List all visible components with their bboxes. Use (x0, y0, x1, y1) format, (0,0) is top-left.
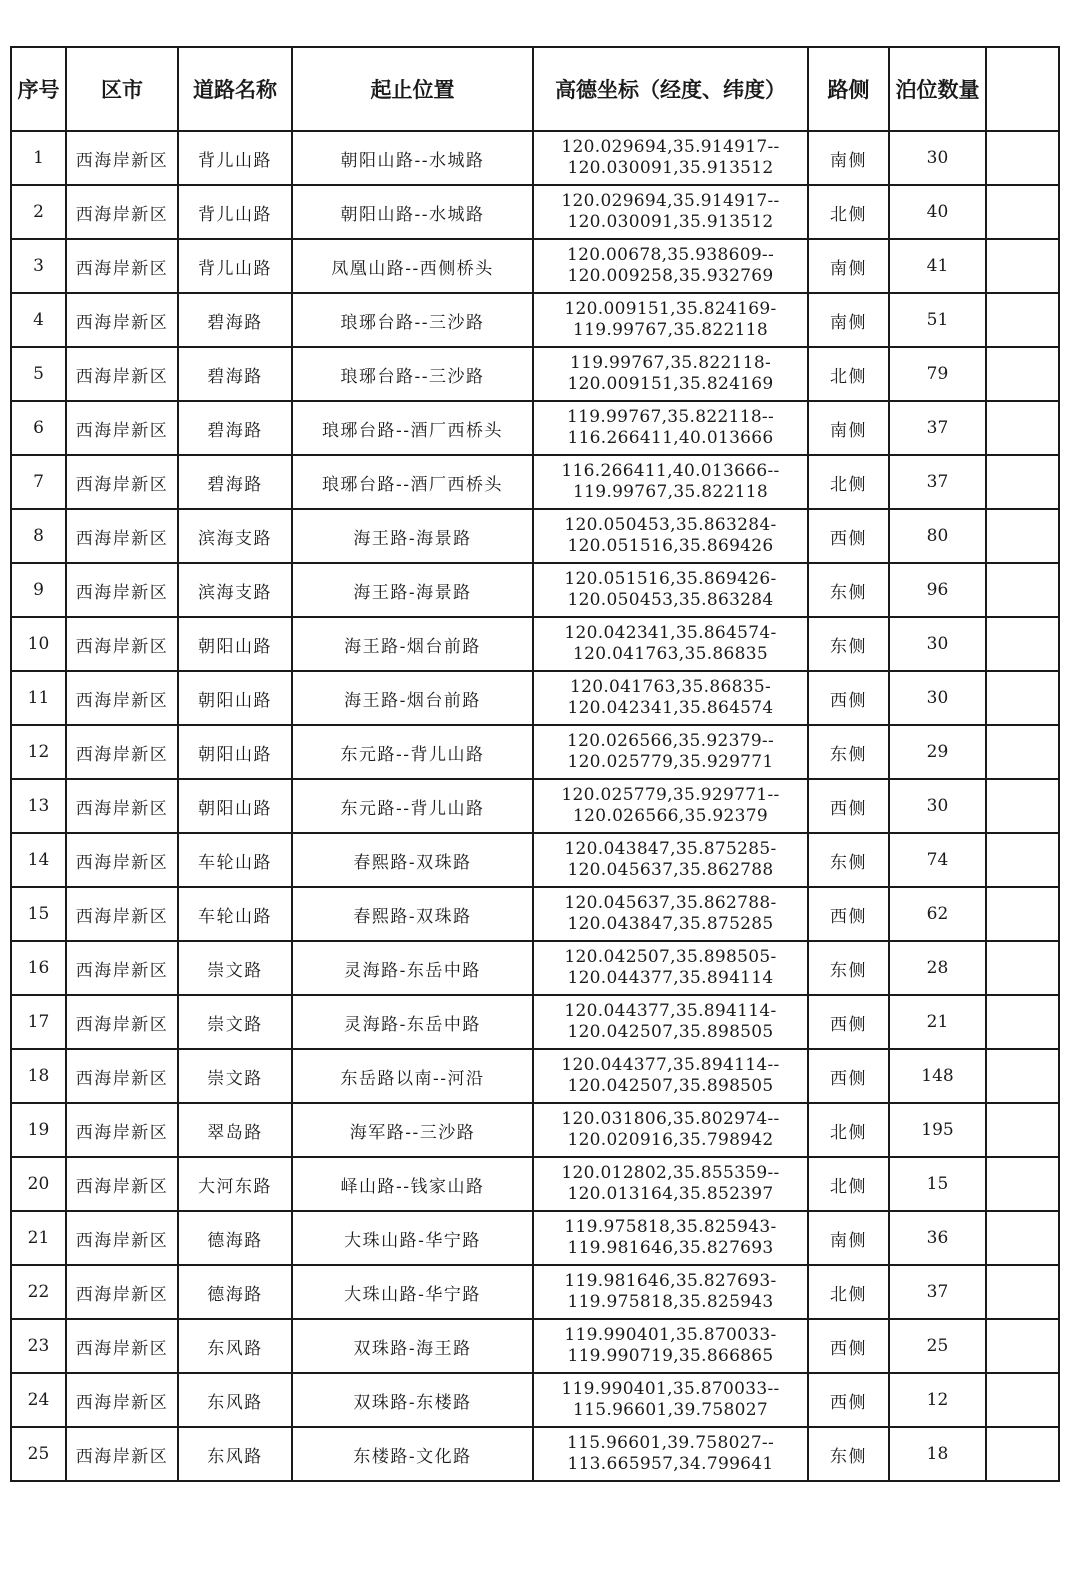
coord-end: 120.025779,35.929771 (567, 752, 774, 772)
row-district: 西海岸新区 (66, 1103, 178, 1157)
row-count: 148 (889, 1049, 986, 1103)
row-district: 西海岸新区 (66, 1265, 178, 1319)
coord-start: 119.99767,35.822118- (569, 353, 771, 373)
row-range: 海王路-烟台前路 (292, 617, 533, 671)
coord-start: 120.009151,35.824169- (564, 299, 777, 319)
coord-end: 120.009258,35.932769 (567, 266, 774, 286)
row-count: 30 (889, 779, 986, 833)
row-no: 13 (11, 779, 66, 833)
row-range: 灵海路-东岳中路 (292, 941, 533, 995)
row-side: 西侧 (808, 887, 889, 941)
coord-end: 120.030091,35.913512 (567, 212, 774, 232)
row-extra (986, 293, 1059, 347)
row-coords (533, 509, 808, 563)
parking-table (10, 46, 1060, 1482)
row-coords (533, 833, 808, 887)
table-row (11, 1049, 1059, 1103)
row-side: 西侧 (808, 671, 889, 725)
row-district: 西海岸新区 (66, 1211, 178, 1265)
row-district: 西海岸新区 (66, 347, 178, 401)
coord-start: 120.044377,35.894114-- (561, 1055, 780, 1075)
row-coords (533, 887, 808, 941)
coord-start: 120.051516,35.869426- (564, 569, 777, 589)
row-district: 西海岸新区 (66, 1373, 178, 1427)
row-side: 东侧 (808, 1427, 889, 1481)
row-side: 东侧 (808, 725, 889, 779)
row-no: 18 (11, 1049, 66, 1103)
row-coords (533, 1157, 808, 1211)
row-district: 西海岸新区 (66, 1319, 178, 1373)
row-range: 东岳路以南--河沿 (292, 1049, 533, 1103)
row-extra (986, 1427, 1059, 1481)
row-district: 西海岸新区 (66, 1157, 178, 1211)
row-road: 崇文路 (178, 941, 292, 995)
table-row (11, 185, 1059, 239)
row-range: 春熙路-双珠路 (292, 833, 533, 887)
row-range: 海王路-海景路 (292, 509, 533, 563)
row-extra (986, 563, 1059, 617)
row-side: 西侧 (808, 779, 889, 833)
row-no: 23 (11, 1319, 66, 1373)
row-coords (533, 779, 808, 833)
row-coords (533, 293, 808, 347)
table-row (11, 239, 1059, 293)
row-no: 16 (11, 941, 66, 995)
header-count: 泊位数量 (889, 47, 986, 131)
header-row (11, 47, 1059, 131)
row-count: 30 (889, 131, 986, 185)
row-extra (986, 887, 1059, 941)
row-side: 北侧 (808, 347, 889, 401)
coord-end: 120.044377,35.894114 (567, 968, 774, 988)
row-road: 德海路 (178, 1211, 292, 1265)
coord-end: 120.009151,35.824169 (567, 374, 774, 394)
coord-end: 113.665957,34.799641 (567, 1454, 774, 1474)
coord-end: 120.020916,35.798942 (567, 1130, 774, 1150)
table-row (11, 131, 1059, 185)
row-extra (986, 617, 1059, 671)
row-district: 西海岸新区 (66, 617, 178, 671)
row-extra (986, 833, 1059, 887)
row-road: 翠岛路 (178, 1103, 292, 1157)
row-extra (986, 131, 1059, 185)
row-no: 20 (11, 1157, 66, 1211)
row-count: 12 (889, 1373, 986, 1427)
row-district: 西海岸新区 (66, 1049, 178, 1103)
row-no: 24 (11, 1373, 66, 1427)
row-range: 春熙路-双珠路 (292, 887, 533, 941)
row-district: 西海岸新区 (66, 725, 178, 779)
coord-start: 120.026566,35.92379-- (566, 731, 775, 751)
row-district: 西海岸新区 (66, 185, 178, 239)
coord-start: 119.975818,35.825943- (564, 1217, 777, 1237)
coord-start: 120.043847,35.875285- (564, 839, 777, 859)
row-road: 崇文路 (178, 995, 292, 1049)
row-no: 3 (11, 239, 66, 293)
row-side: 西侧 (808, 509, 889, 563)
table-row (11, 1265, 1059, 1319)
row-district: 西海岸新区 (66, 833, 178, 887)
row-range: 双珠路-海王路 (292, 1319, 533, 1373)
row-road: 碧海路 (178, 401, 292, 455)
row-road: 碧海路 (178, 347, 292, 401)
coord-end: 119.981646,35.827693 (567, 1238, 774, 1258)
row-coords (533, 725, 808, 779)
row-extra (986, 725, 1059, 779)
row-extra (986, 1049, 1059, 1103)
row-range: 海军路--三沙路 (292, 1103, 533, 1157)
row-count: 40 (889, 185, 986, 239)
row-side: 北侧 (808, 185, 889, 239)
row-count: 29 (889, 725, 986, 779)
row-side: 东侧 (808, 563, 889, 617)
row-no: 10 (11, 617, 66, 671)
row-coords (533, 1211, 808, 1265)
coord-end: 120.051516,35.869426 (567, 536, 774, 556)
row-district: 西海岸新区 (66, 131, 178, 185)
header-district: 区市 (66, 47, 178, 131)
coord-start: 120.029694,35.914917-- (561, 137, 780, 157)
row-side: 北侧 (808, 1157, 889, 1211)
row-coords (533, 1319, 808, 1373)
row-no: 17 (11, 995, 66, 1049)
row-coords (533, 617, 808, 671)
coord-start: 120.042507,35.898505- (564, 947, 777, 967)
coord-start: 119.990401,35.870033-- (561, 1379, 780, 1399)
row-side: 东侧 (808, 833, 889, 887)
row-side: 西侧 (808, 1319, 889, 1373)
table-row (11, 995, 1059, 1049)
row-range: 东楼路-文化路 (292, 1427, 533, 1481)
row-range: 海王路-海景路 (292, 563, 533, 617)
coord-start: 120.042341,35.864574- (564, 623, 777, 643)
row-range: 双珠路-东楼路 (292, 1373, 533, 1427)
coord-start: 115.96601,39.758027-- (566, 1433, 775, 1453)
row-coords (533, 563, 808, 617)
row-extra (986, 185, 1059, 239)
row-count: 74 (889, 833, 986, 887)
row-count: 79 (889, 347, 986, 401)
row-extra (986, 1157, 1059, 1211)
row-side: 南侧 (808, 1211, 889, 1265)
coord-start: 120.012802,35.855359-- (561, 1163, 780, 1183)
coord-end: 120.042507,35.898505 (567, 1076, 774, 1096)
row-extra (986, 455, 1059, 509)
coord-start: 120.044377,35.894114- (564, 1001, 777, 1021)
header-road: 道路名称 (178, 47, 292, 131)
row-coords (533, 1265, 808, 1319)
coord-end: 120.042507,35.898505 (567, 1022, 774, 1042)
coord-end: 115.96601,39.758027 (573, 1400, 768, 1420)
row-coords (533, 347, 808, 401)
table-row (11, 1373, 1059, 1427)
row-no: 5 (11, 347, 66, 401)
row-extra (986, 1211, 1059, 1265)
table-row (11, 1157, 1059, 1211)
row-district: 西海岸新区 (66, 671, 178, 725)
row-district: 西海岸新区 (66, 509, 178, 563)
coord-start: 120.045637,35.862788- (564, 893, 777, 913)
row-count: 15 (889, 1157, 986, 1211)
row-district: 西海岸新区 (66, 239, 178, 293)
row-side: 南侧 (808, 239, 889, 293)
row-extra (986, 1373, 1059, 1427)
row-range: 琅琊台路--三沙路 (292, 293, 533, 347)
row-extra (986, 347, 1059, 401)
row-road: 滨海支路 (178, 509, 292, 563)
row-range: 东元路--背儿山路 (292, 725, 533, 779)
row-count: 18 (889, 1427, 986, 1481)
row-no: 1 (11, 131, 66, 185)
row-district: 西海岸新区 (66, 887, 178, 941)
row-extra (986, 779, 1059, 833)
coord-end: 120.013164,35.852397 (567, 1184, 774, 1204)
table-row (11, 347, 1059, 401)
row-count: 37 (889, 455, 986, 509)
row-road: 背儿山路 (178, 239, 292, 293)
header-range: 起止位置 (292, 47, 533, 131)
row-road: 车轮山路 (178, 833, 292, 887)
row-count: 30 (889, 617, 986, 671)
row-side: 西侧 (808, 995, 889, 1049)
table-row (11, 941, 1059, 995)
row-road: 背儿山路 (178, 131, 292, 185)
row-count: 37 (889, 1265, 986, 1319)
row-range: 琅琊台路--酒厂西桥头 (292, 455, 533, 509)
coord-end: 120.026566,35.92379 (573, 806, 768, 826)
row-count: 21 (889, 995, 986, 1049)
coord-start: 120.050453,35.863284- (564, 515, 777, 535)
coord-start: 116.266411,40.013666-- (561, 461, 780, 481)
row-no: 22 (11, 1265, 66, 1319)
row-district: 西海岸新区 (66, 779, 178, 833)
row-count: 25 (889, 1319, 986, 1373)
row-no: 9 (11, 563, 66, 617)
row-side: 西侧 (808, 1049, 889, 1103)
row-extra (986, 671, 1059, 725)
row-road: 滨海支路 (178, 563, 292, 617)
row-coords (533, 1373, 808, 1427)
row-coords (533, 131, 808, 185)
table-row (11, 509, 1059, 563)
coord-start: 119.990401,35.870033- (564, 1325, 777, 1345)
coord-start: 119.99767,35.822118-- (566, 407, 775, 427)
coord-end: 119.990719,35.866865 (567, 1346, 774, 1366)
row-count: 80 (889, 509, 986, 563)
row-no: 7 (11, 455, 66, 509)
coord-end: 119.99767,35.822118 (573, 482, 768, 502)
row-district: 西海岸新区 (66, 941, 178, 995)
row-district: 西海岸新区 (66, 293, 178, 347)
row-no: 4 (11, 293, 66, 347)
row-district: 西海岸新区 (66, 563, 178, 617)
table-row (11, 1211, 1059, 1265)
row-road: 朝阳山路 (178, 725, 292, 779)
row-district: 西海岸新区 (66, 1427, 178, 1481)
row-no: 11 (11, 671, 66, 725)
row-coords (533, 455, 808, 509)
row-count: 195 (889, 1103, 986, 1157)
coord-start: 120.025779,35.929771-- (561, 785, 780, 805)
table-row (11, 563, 1059, 617)
row-extra (986, 239, 1059, 293)
coord-end: 119.99767,35.822118 (573, 320, 768, 340)
row-no: 8 (11, 509, 66, 563)
row-count: 36 (889, 1211, 986, 1265)
table-row (11, 617, 1059, 671)
row-road: 朝阳山路 (178, 617, 292, 671)
row-district: 西海岸新区 (66, 455, 178, 509)
row-side: 北侧 (808, 455, 889, 509)
row-range: 琅琊台路--酒厂西桥头 (292, 401, 533, 455)
row-coords (533, 671, 808, 725)
row-road: 大河东路 (178, 1157, 292, 1211)
table-row (11, 455, 1059, 509)
row-no: 2 (11, 185, 66, 239)
row-range: 大珠山路-华宁路 (292, 1265, 533, 1319)
row-extra (986, 1265, 1059, 1319)
header-coords: 高德坐标（经度、纬度） (533, 47, 808, 131)
coord-start: 120.00678,35.938609-- (566, 245, 775, 265)
row-extra (986, 1319, 1059, 1373)
row-road: 碧海路 (178, 455, 292, 509)
row-side: 南侧 (808, 293, 889, 347)
row-no: 12 (11, 725, 66, 779)
row-road: 东风路 (178, 1319, 292, 1373)
row-count: 96 (889, 563, 986, 617)
row-coords (533, 1049, 808, 1103)
row-count: 30 (889, 671, 986, 725)
row-road: 东风路 (178, 1373, 292, 1427)
row-district: 西海岸新区 (66, 401, 178, 455)
table-row (11, 1103, 1059, 1157)
row-no: 19 (11, 1103, 66, 1157)
row-no: 6 (11, 401, 66, 455)
row-coords (533, 239, 808, 293)
row-extra (986, 509, 1059, 563)
coord-end: 120.030091,35.913512 (567, 158, 774, 178)
row-range: 朝阳山路--水城路 (292, 185, 533, 239)
row-no: 21 (11, 1211, 66, 1265)
coord-end: 119.975818,35.825943 (567, 1292, 774, 1312)
coord-end: 116.266411,40.013666 (567, 428, 774, 448)
row-road: 背儿山路 (178, 185, 292, 239)
coord-end: 120.050453,35.863284 (567, 590, 774, 610)
coord-end: 120.041763,35.86835 (573, 644, 768, 664)
table-row (11, 1427, 1059, 1481)
row-side: 北侧 (808, 1265, 889, 1319)
row-coords (533, 1427, 808, 1481)
row-coords (533, 1103, 808, 1157)
table-row (11, 401, 1059, 455)
table-row (11, 887, 1059, 941)
coord-start: 120.041763,35.86835- (569, 677, 771, 697)
row-district: 西海岸新区 (66, 995, 178, 1049)
row-no: 15 (11, 887, 66, 941)
row-no: 25 (11, 1427, 66, 1481)
coord-start: 120.029694,35.914917-- (561, 191, 780, 211)
table-row (11, 293, 1059, 347)
table-row (11, 725, 1059, 779)
coord-end: 120.042341,35.864574 (567, 698, 774, 718)
table-row (11, 1319, 1059, 1373)
row-range: 峄山路--钱家山路 (292, 1157, 533, 1211)
row-road: 东风路 (178, 1427, 292, 1481)
coord-end: 120.045637,35.862788 (567, 860, 774, 880)
row-range: 东元路--背儿山路 (292, 779, 533, 833)
row-range: 灵海路-东岳中路 (292, 995, 533, 1049)
row-coords (533, 401, 808, 455)
row-side: 南侧 (808, 401, 889, 455)
table-row (11, 779, 1059, 833)
row-extra (986, 995, 1059, 1049)
row-count: 62 (889, 887, 986, 941)
row-side: 西侧 (808, 1373, 889, 1427)
row-extra (986, 941, 1059, 995)
table-row (11, 671, 1059, 725)
row-road: 朝阳山路 (178, 779, 292, 833)
row-no: 14 (11, 833, 66, 887)
row-side: 南侧 (808, 131, 889, 185)
header-no: 序号 (11, 47, 66, 131)
row-extra (986, 401, 1059, 455)
row-road: 崇文路 (178, 1049, 292, 1103)
row-coords (533, 185, 808, 239)
row-road: 德海路 (178, 1265, 292, 1319)
row-road: 朝阳山路 (178, 671, 292, 725)
row-coords (533, 941, 808, 995)
row-extra (986, 1103, 1059, 1157)
row-side: 北侧 (808, 1103, 889, 1157)
row-road: 车轮山路 (178, 887, 292, 941)
row-count: 41 (889, 239, 986, 293)
row-range: 朝阳山路--水城路 (292, 131, 533, 185)
row-side: 东侧 (808, 617, 889, 671)
row-road: 碧海路 (178, 293, 292, 347)
coord-start: 119.981646,35.827693- (564, 1271, 777, 1291)
row-range: 凤凰山路--西侧桥头 (292, 239, 533, 293)
table-row (11, 833, 1059, 887)
row-count: 37 (889, 401, 986, 455)
row-count: 28 (889, 941, 986, 995)
row-range: 琅琊台路--三沙路 (292, 347, 533, 401)
header-side: 路侧 (808, 47, 889, 131)
row-range: 大珠山路-华宁路 (292, 1211, 533, 1265)
header-extra (986, 47, 1059, 131)
coord-start: 120.031806,35.802974-- (561, 1109, 780, 1129)
row-range: 海王路-烟台前路 (292, 671, 533, 725)
row-coords (533, 995, 808, 1049)
row-side: 东侧 (808, 941, 889, 995)
row-count: 51 (889, 293, 986, 347)
coord-end: 120.043847,35.875285 (567, 914, 774, 934)
